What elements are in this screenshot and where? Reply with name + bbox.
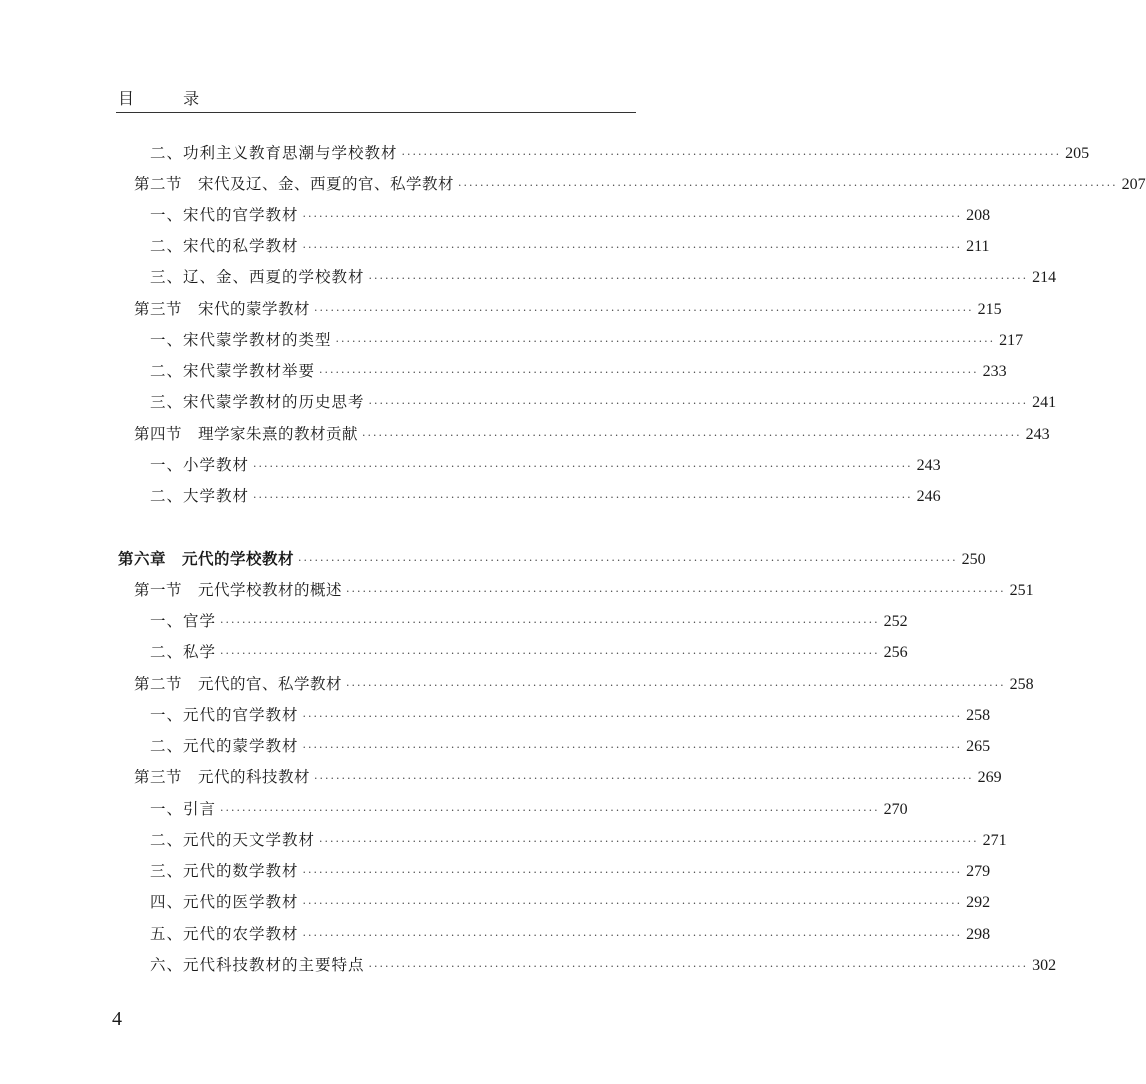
toc-leader-dots: ························································································································ — [302, 210, 963, 223]
toc-entry-page: 258 — [1009, 676, 1034, 693]
toc-item-entry — [150, 453, 941, 479]
toc-entry-page: 217 — [999, 332, 1024, 349]
toc-leader-dots: ························································································································ — [319, 835, 979, 848]
toc-item-entry — [150, 859, 991, 885]
toc-entry-title: 三、辽、金、西夏的学校教材 — [150, 268, 365, 286]
toc-leader-dots: ························································································································ — [362, 429, 1022, 442]
toc-item-entry — [150, 328, 1024, 354]
toc-item-entry — [150, 484, 941, 510]
toc-item-entry — [150, 234, 990, 260]
toc-entry-page: 251 — [1009, 582, 1034, 599]
toc-entry-title: 二、宋代蒙学教材举要 — [150, 362, 316, 380]
toc-entry-page: 279 — [966, 863, 991, 880]
toc-section-entry — [134, 172, 1146, 198]
toc-entry-page: 252 — [883, 613, 908, 630]
toc-item-entry — [150, 890, 991, 916]
toc-leader-dots: ························································································································ — [302, 710, 963, 723]
toc-leader-dots: ························································································································ — [302, 866, 963, 879]
toc-entry-page: 246 — [916, 488, 941, 505]
toc-entry-page: 205 — [1065, 145, 1090, 162]
toc-leader-dots: ························································································································ — [346, 585, 1006, 598]
toc-entry-title: 二、功利主义教育思潮与学校教材 — [150, 144, 398, 162]
toc-leader-dots: ························································································································ — [220, 616, 880, 629]
toc-entry-title: 三、宋代蒙学教材的历史思考 — [150, 393, 365, 411]
toc-item-entry — [150, 797, 908, 823]
toc-item-entry — [150, 922, 991, 948]
toc-section-entry — [134, 765, 1002, 791]
toc-leader-dots: ························································································································ — [302, 897, 963, 910]
toc-leader-dots: ························································································································ — [368, 272, 1029, 285]
toc-item-entry — [150, 203, 991, 229]
toc-leader-dots: ························································································································ — [314, 772, 974, 785]
toc-entry-title: 二、私学 — [150, 643, 217, 661]
toc-entry-page: 302 — [1032, 957, 1057, 974]
toc-item-entry — [150, 141, 1090, 167]
toc-entry-page: 298 — [966, 926, 991, 943]
toc-entry-page: 292 — [966, 894, 991, 911]
toc-entry-page: 243 — [916, 457, 941, 474]
toc-entry-title: 第一节 元代学校教材的概述 — [134, 581, 343, 599]
toc-leader-dots: ························································································································ — [302, 929, 963, 942]
toc-entry-page: 208 — [966, 207, 991, 224]
toc-leader-dots: ························································································································ — [346, 679, 1006, 692]
toc-entry-page: 215 — [977, 301, 1002, 318]
toc-entry-title: 六、元代科技教材的主要特点 — [150, 956, 365, 974]
page-number: 4 — [112, 1008, 122, 1030]
toc-entry-title: 第二节 元代的官、私学教材 — [134, 675, 343, 693]
toc-leader-dots: ························································································································ — [458, 179, 1118, 192]
toc-leader-dots: ························································································································ — [319, 366, 979, 379]
running-header: 目 录 — [118, 89, 222, 108]
toc-item-entry — [150, 640, 908, 666]
toc-entry-page: 211 — [966, 238, 990, 255]
toc-entry-page: 250 — [961, 551, 986, 568]
toc-entry-title: 一、小学教材 — [150, 456, 250, 474]
toc-leader-dots: ························································································································ — [368, 960, 1029, 973]
toc-leader-dots: ························································································································ — [220, 647, 880, 660]
toc-entry-page: 265 — [966, 738, 991, 755]
toc-entry-page: 258 — [966, 707, 991, 724]
toc-leader-dots: ························································································································ — [253, 491, 913, 504]
toc-leader-dots: ························································································································ — [302, 241, 963, 254]
toc-section-entry — [134, 422, 1050, 448]
toc-item-entry — [150, 390, 1057, 416]
toc-entry-title: 第六章 元代的学校教材 — [118, 550, 295, 568]
toc-entry-page: 271 — [982, 832, 1007, 849]
toc-entry-page: 207 — [1121, 176, 1146, 193]
toc-leader-dots: ························································································································ — [253, 460, 913, 473]
toc-entry-page: 256 — [883, 644, 908, 661]
toc-item-entry — [150, 609, 908, 635]
toc-entry-title: 二、元代的天文学教材 — [150, 831, 316, 849]
toc-entry-title: 一、引言 — [150, 800, 217, 818]
toc-entry-title: 三、元代的数学教材 — [150, 862, 299, 880]
toc-leader-dots: ························································································································ — [368, 397, 1029, 410]
toc-item-entry — [150, 828, 1007, 854]
toc-entry-title: 一、宋代蒙学教材的类型 — [150, 331, 332, 349]
toc-entry-title: 第三节 宋代的蒙学教材 — [134, 300, 311, 318]
toc-item-entry — [150, 734, 991, 760]
toc-item-entry — [150, 953, 1057, 979]
toc-entry-page: 214 — [1032, 269, 1057, 286]
toc-entry-title: 五、元代的农学教材 — [150, 925, 299, 943]
toc-entry-title: 第四节 理学家朱熹的教材贡献 — [134, 425, 359, 443]
toc-entry-title: 二、元代的蒙学教材 — [150, 737, 299, 755]
toc-entry-page: 233 — [982, 363, 1007, 380]
toc-entry-page: 243 — [1025, 426, 1050, 443]
toc-entry-title: 四、元代的医学教材 — [150, 893, 299, 911]
toc-leader-dots: ························································································································ — [401, 148, 1062, 161]
toc-section-entry — [134, 578, 1034, 604]
toc-section-entry — [134, 672, 1034, 698]
toc-entry-title: 二、宋代的私学教材 — [150, 237, 299, 255]
toc-item-entry — [150, 703, 991, 729]
toc-entry-title: 第二节 宋代及辽、金、西夏的官、私学教材 — [134, 175, 455, 193]
toc-entry-title: 一、宋代的官学教材 — [150, 206, 299, 224]
toc-chapter-entry — [118, 547, 986, 573]
toc-entry-page: 241 — [1032, 394, 1057, 411]
toc-leader-dots: ························································································································ — [220, 804, 880, 817]
toc-entry-title: 二、大学教材 — [150, 487, 250, 505]
toc-leader-dots: ························································································································ — [335, 335, 996, 348]
toc-entry-page: 269 — [977, 769, 1002, 786]
toc-item-entry — [150, 359, 1007, 385]
toc-leader-dots: ························································································································ — [298, 554, 958, 567]
toc-entry-title: 第三节 元代的科技教材 — [134, 768, 311, 786]
toc-item-entry — [150, 265, 1057, 291]
toc-entry-page: 270 — [883, 801, 908, 818]
toc-entry-title: 一、元代的官学教材 — [150, 706, 299, 724]
toc-section-entry — [134, 297, 1002, 323]
toc-entry-title: 一、官学 — [150, 612, 217, 630]
toc-leader-dots: ························································································································ — [314, 304, 974, 317]
toc-leader-dots: ························································································································ — [302, 741, 963, 754]
